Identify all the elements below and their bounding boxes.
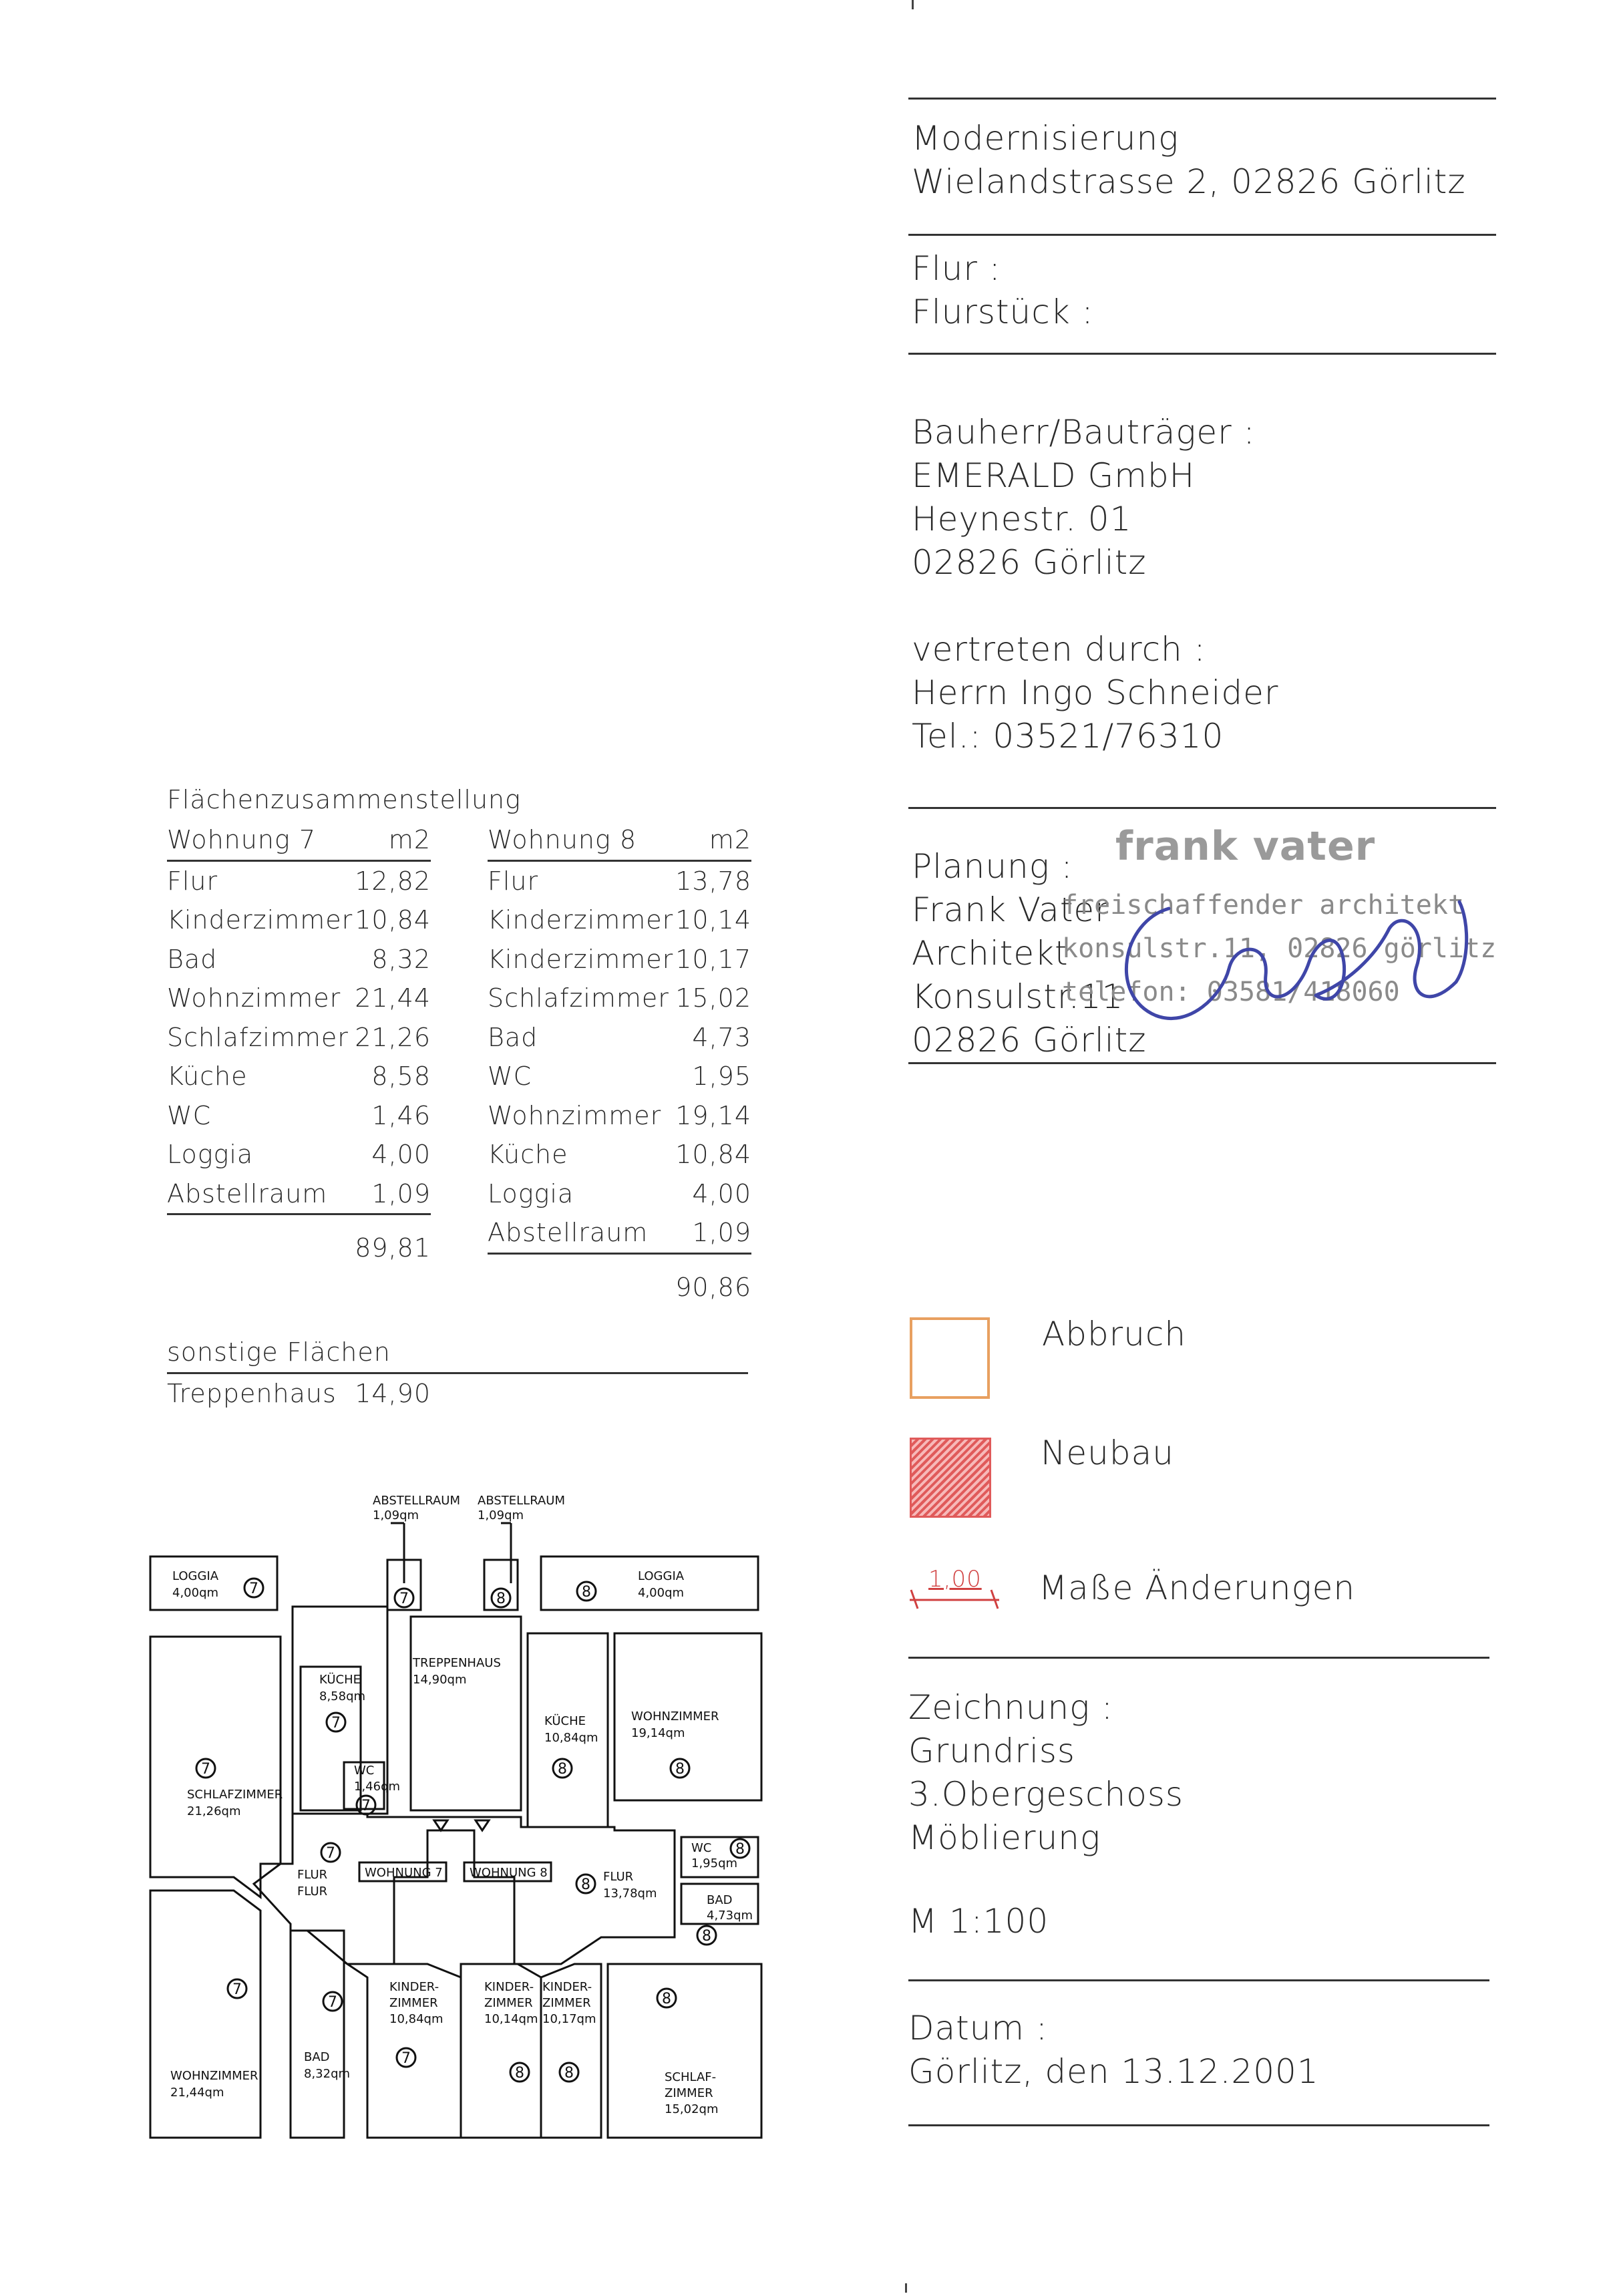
title-block-rule xyxy=(908,1062,1496,1064)
title-block-rule xyxy=(908,98,1496,100)
table-row xyxy=(167,862,431,901)
svg-text:8: 8 xyxy=(662,1991,671,2007)
title-block-rule xyxy=(908,234,1496,236)
client-city: 02826 Görlitz xyxy=(912,543,1147,582)
drawing-block xyxy=(908,1686,1184,1943)
title-block-rule xyxy=(908,807,1496,809)
legend-demolition-swatch xyxy=(910,1317,990,1399)
svg-text:8: 8 xyxy=(735,1841,745,1858)
stamp-title: frank vater xyxy=(1115,823,1376,870)
table-row xyxy=(488,1213,751,1255)
legend-dimension-label: Maße Änderungen xyxy=(1039,1569,1356,1607)
table-row xyxy=(488,900,751,940)
kitchen-8-outline xyxy=(528,1633,608,1827)
unit-7-header-label: Wohnung 7 xyxy=(167,825,316,854)
unit-8-header-unit: m2 xyxy=(709,825,751,854)
storage-7-area: 1,09qm xyxy=(373,1508,419,1522)
edge-tick xyxy=(905,2283,907,2293)
drawing-heading: Zeichnung : xyxy=(908,1688,1113,1727)
bath-7-area: 8,32qm xyxy=(304,2067,351,2081)
child-7-area: 10,84qm xyxy=(389,2012,443,2026)
room-name: Abstellraum xyxy=(167,1178,328,1208)
unit-marker xyxy=(492,1589,510,1607)
svg-text:7: 7 xyxy=(326,1845,335,1862)
unit-marker xyxy=(510,2063,529,2082)
drawing-subject: Möblierung xyxy=(908,1818,1101,1857)
unit-8-total: 90,86 xyxy=(675,1272,751,1302)
svg-text:7: 7 xyxy=(361,1798,371,1814)
living-7-outline xyxy=(150,1891,260,2138)
drawing-type: Grundriss xyxy=(908,1732,1075,1770)
table-row xyxy=(488,1096,751,1136)
bath-7-outline xyxy=(291,1931,344,2138)
door-7-label: WOHNUNG 7 xyxy=(365,1866,443,1880)
bedroom-8-area: 15,02qm xyxy=(665,2102,719,2116)
client-street: Heynestr. 01 xyxy=(912,500,1132,538)
title-block-rule xyxy=(908,1979,1489,1981)
kitchen-7-name: KÜCHE xyxy=(319,1673,361,1687)
planning-street: Konsulstr.11 xyxy=(912,977,1124,1016)
room-area: 13,78 xyxy=(675,866,751,896)
kitchen-8-name: KÜCHE xyxy=(544,1714,586,1728)
table-row xyxy=(488,940,751,979)
unit-marker xyxy=(323,1992,342,2011)
stairwell-name: TREPPENHAUS xyxy=(413,1656,501,1670)
unit-7-table xyxy=(167,820,431,1268)
project-block xyxy=(912,117,1466,204)
table-row xyxy=(167,979,431,1018)
date-value: Görlitz, den 13.12.2001 xyxy=(908,2052,1319,2091)
bath-8-area: 4,73qm xyxy=(707,1909,753,1923)
stairwell-area: 14,90qm xyxy=(413,1673,467,1687)
bath-8-name: BAD xyxy=(707,1893,733,1907)
parcel-block xyxy=(912,247,1093,334)
stairwell-outline xyxy=(411,1617,521,1810)
svg-text:8: 8 xyxy=(558,1761,567,1778)
table-row xyxy=(167,900,431,940)
wc-8-area: 1,95qm xyxy=(691,1856,738,1870)
stair-arrow-left xyxy=(434,1820,448,1830)
client-name: EMERALD GmbH xyxy=(912,456,1196,495)
room-area: 4,00 xyxy=(692,1178,751,1208)
svg-text:8: 8 xyxy=(496,1591,506,1607)
room-name: Schlafzimmer xyxy=(167,1022,349,1052)
unit-marker xyxy=(357,1796,375,1814)
table-row xyxy=(167,1374,431,1414)
room-area: 1,46 xyxy=(371,1100,431,1130)
table-row xyxy=(488,1018,751,1057)
unit-marker xyxy=(395,1589,413,1607)
other-areas-header xyxy=(167,1333,748,1374)
svg-text:7: 7 xyxy=(328,1994,337,2011)
bath-7-name: BAD xyxy=(304,2050,330,2064)
loggia-8-outline xyxy=(541,1556,758,1610)
planning-role: Architekt xyxy=(912,934,1069,973)
bedroom-8-name: SCHLAF- xyxy=(665,2070,717,2084)
svg-text:8: 8 xyxy=(564,2065,574,2082)
svg-text:7: 7 xyxy=(201,1761,210,1778)
client-block xyxy=(912,411,1255,585)
unit-marker xyxy=(576,1874,595,1893)
svg-text:8: 8 xyxy=(582,1584,591,1601)
representative-phone: Tel.: 03521/76310 xyxy=(912,717,1224,756)
unit-marker xyxy=(553,1759,572,1778)
svg-text:7: 7 xyxy=(232,1981,242,1998)
room-name: Küche xyxy=(167,1061,248,1091)
room-area: 12,82 xyxy=(355,866,431,896)
loggia-8-area: 4,00qm xyxy=(638,1586,685,1600)
room-name: Abstellraum xyxy=(488,1218,649,1247)
edge-tick xyxy=(912,0,914,9)
room-area: 14,90 xyxy=(355,1378,431,1408)
date-block xyxy=(908,2007,1319,2094)
unit-marker xyxy=(560,2063,578,2082)
planning-heading: Planung : xyxy=(912,847,1073,886)
stamp-phone: telefon: 03581/418060 xyxy=(1062,977,1400,1007)
living-7-area: 21,44qm xyxy=(170,2086,224,2100)
child-8b-area: 10,17qm xyxy=(542,2012,596,2026)
table-row xyxy=(488,1057,751,1096)
room-name: Kinderzimmer xyxy=(167,905,353,935)
unit-8-header-label: Wohnung 8 xyxy=(488,825,637,854)
bedroom-7-area: 21,26qm xyxy=(187,1804,241,1818)
svg-text:8: 8 xyxy=(702,1928,711,1945)
hall-8-name: FLUR xyxy=(603,1870,634,1884)
child-8a-area: 10,14qm xyxy=(484,2012,538,2026)
hall-7-name-2: FLUR xyxy=(297,1884,328,1899)
room-area: 4,00 xyxy=(371,1140,431,1169)
table-row xyxy=(167,1057,431,1096)
room-area: 4,73 xyxy=(692,1022,751,1052)
storage-8-area: 1,09qm xyxy=(478,1508,524,1522)
signature xyxy=(1095,882,1483,1049)
table-row xyxy=(167,1018,431,1057)
svg-text:7: 7 xyxy=(399,1591,409,1607)
unit-marker xyxy=(244,1579,263,1597)
table-row xyxy=(167,1135,431,1174)
table-row xyxy=(488,979,751,1018)
svg-text:7: 7 xyxy=(249,1581,258,1597)
room-name: Küche xyxy=(488,1140,568,1169)
representative-block xyxy=(912,628,1278,758)
planning-city: 02826 Görlitz xyxy=(912,1021,1147,1059)
room-area: 21,26 xyxy=(355,1022,431,1052)
project-title: Modernisierung xyxy=(912,119,1180,158)
door-8-label: WOHNUNG 8 xyxy=(470,1866,548,1880)
child-8a-name-2: ZIMMER xyxy=(484,1996,533,2010)
loggia-7-area: 4,00qm xyxy=(172,1586,219,1600)
stamp-address: konsulstr.11, 02826 görlitz xyxy=(1062,933,1497,964)
room-name: Kinderzimmer xyxy=(488,944,674,974)
unit-8-total-row xyxy=(488,1268,751,1307)
unit-marker xyxy=(397,2048,415,2067)
room-name: Bad xyxy=(167,944,218,974)
room-name: Schlafzimmer xyxy=(488,983,669,1013)
room-name: WC xyxy=(167,1100,212,1130)
unit-marker xyxy=(671,1759,689,1778)
living-8-area: 19,14qm xyxy=(631,1726,685,1740)
unit-marker xyxy=(327,1713,345,1732)
svg-text:8: 8 xyxy=(581,1876,590,1893)
parcel-flurstueck: Flurstück : xyxy=(912,293,1094,331)
legend-demolition-label: Abbruch xyxy=(1042,1315,1187,1353)
loggia-7-name: LOGGIA xyxy=(172,1569,219,1583)
kitchen-8-area: 10,84qm xyxy=(544,1731,598,1745)
hall-8-area: 13,78qm xyxy=(603,1887,657,1901)
stamp-subtitle: freischaffender architekt xyxy=(1062,890,1465,921)
table-row xyxy=(488,1135,751,1174)
room-name: Loggia xyxy=(488,1178,574,1208)
bedroom-8-name-2: ZIMMER xyxy=(665,2086,713,2100)
project-address: Wielandstrasse 2, 02826 Görlitz xyxy=(912,162,1466,201)
room-area: 1,09 xyxy=(371,1178,431,1208)
room-name: Flur xyxy=(488,866,539,896)
unit-marker xyxy=(321,1843,340,1862)
table-row xyxy=(167,1174,431,1216)
unit-8-header xyxy=(488,820,751,862)
room-name: Kinderzimmer xyxy=(488,905,674,935)
table-row xyxy=(167,940,431,979)
room-name: Flur xyxy=(167,866,218,896)
area-summary-title: Flächenzusammenstellung xyxy=(167,785,521,814)
unit-8-table xyxy=(488,820,751,1307)
storage-7-name: ABSTELLRAUM xyxy=(373,1494,460,1508)
living-7-name: WOHNZIMMER xyxy=(170,2069,258,2083)
room-area: 15,02 xyxy=(675,983,751,1013)
unit-7-header-unit: m2 xyxy=(388,825,431,854)
child-7-name: KINDER- xyxy=(389,1980,439,1994)
title-block-rule xyxy=(908,2124,1489,2126)
unit-marker xyxy=(228,1979,246,1998)
client-heading: Bauherr/Bauträger : xyxy=(912,413,1256,452)
representative-heading: vertreten durch : xyxy=(912,630,1206,669)
svg-text:8: 8 xyxy=(675,1761,685,1778)
parcel-flur: Flur : xyxy=(912,249,1001,288)
title-block-rule xyxy=(908,1657,1489,1659)
wc-7-area: 1,46qm xyxy=(354,1780,401,1794)
room-name: Wohnzimmer xyxy=(167,983,341,1013)
planning-name: Frank Vater xyxy=(912,890,1109,929)
wc-8-name: WC xyxy=(691,1841,712,1855)
table-row xyxy=(167,1096,431,1136)
unit-7-total-row xyxy=(167,1228,431,1268)
hall-7-name: FLUR xyxy=(297,1868,328,1882)
child-8b-name-2: ZIMMER xyxy=(542,1996,591,2010)
room-name: Wohnzimmer xyxy=(488,1100,662,1130)
drawing-scale: M 1:100 xyxy=(908,1902,1049,1941)
representative-name: Herrn Ingo Schneider xyxy=(912,673,1279,712)
child-8b-name: KINDER- xyxy=(542,1980,592,1994)
room-area: 10,17 xyxy=(675,944,751,974)
living-8-name: WOHNZIMMER xyxy=(631,1709,719,1724)
child-7-name-2: ZIMMER xyxy=(389,1996,438,2010)
unit-7-header xyxy=(167,820,431,862)
kitchen-7-wall xyxy=(301,1667,361,1810)
unit-marker xyxy=(196,1759,215,1778)
table-row xyxy=(488,1174,751,1214)
unit-marker xyxy=(697,1926,716,1945)
loggia-8-name: LOGGIA xyxy=(638,1569,685,1583)
room-area: 10,14 xyxy=(675,905,751,935)
svg-text:8: 8 xyxy=(515,2065,524,2082)
table-row xyxy=(488,862,751,901)
legend-dimension-sample: 1,00 xyxy=(928,1566,982,1593)
room-area: 19,14 xyxy=(675,1100,751,1130)
unit-7-total: 89,81 xyxy=(355,1233,431,1263)
storage-8-name: ABSTELLRAUM xyxy=(478,1494,565,1508)
bedroom-7-name: SCHLAFZIMMER xyxy=(187,1788,283,1802)
room-name: WC xyxy=(488,1061,532,1091)
legend-new-build-swatch xyxy=(910,1438,991,1518)
room-area: 10,84 xyxy=(355,905,431,935)
child-8a-name: KINDER- xyxy=(484,1980,534,1994)
svg-text:7: 7 xyxy=(331,1715,341,1732)
stair-arrow-right xyxy=(476,1820,489,1830)
room-name: Loggia xyxy=(167,1140,254,1169)
room-name: Bad xyxy=(488,1022,538,1052)
room-area: 1,95 xyxy=(692,1061,751,1091)
other-areas-table xyxy=(167,1333,748,1413)
room-area: 8,32 xyxy=(371,944,431,974)
kitchen-7-area: 8,58qm xyxy=(319,1689,366,1703)
legend-new-build-label: Neubau xyxy=(1041,1434,1174,1472)
drawing-floor: 3.Obergeschoss xyxy=(908,1775,1184,1814)
room-area: 1,09 xyxy=(692,1218,751,1247)
room-area: 21,44 xyxy=(355,983,431,1013)
unit-marker xyxy=(657,1989,676,2007)
wc-7-name: WC xyxy=(354,1764,375,1778)
unit-marker xyxy=(731,1839,749,1858)
room-area: 8,58 xyxy=(371,1061,431,1091)
other-areas-title: sonstige Flächen xyxy=(167,1337,391,1367)
svg-text:7: 7 xyxy=(401,2050,411,2067)
title-block-rule xyxy=(908,353,1496,355)
room-area: 10,84 xyxy=(675,1140,751,1169)
date-heading: Datum : xyxy=(908,2009,1048,2047)
room-name: Treppenhaus xyxy=(167,1378,337,1408)
unit-marker xyxy=(577,1582,596,1601)
floor-plan xyxy=(147,1483,775,2144)
